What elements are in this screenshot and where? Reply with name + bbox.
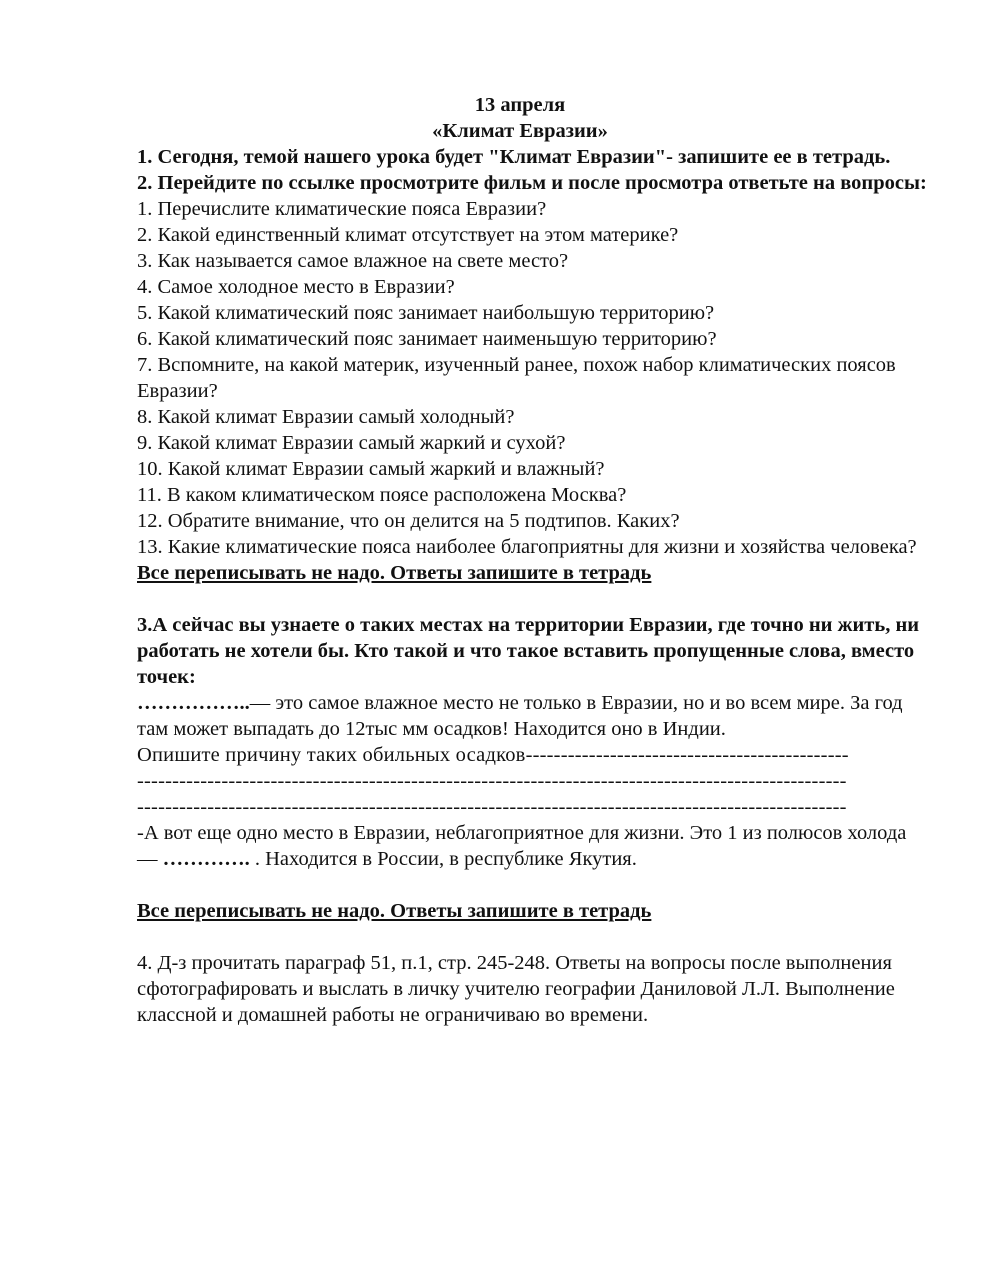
- answer-dash-line-2: -----------------------------------------------------------------------------------------------------: [137, 770, 847, 792]
- place-2-text-before: -А вот еще одно место в Евразии, неблагоприятное для жизни. Это 1 из полюсов холода —: [137, 822, 907, 870]
- place-2-paragraph: [137, 820, 927, 872]
- task-3: 3.А сейчас вы узнаете о таких местах на территории Евразии, где точно ни жить, ни работать не хотели бы. Кто такой и что такое вставить пропущенные слова, вместо точек:: [137, 614, 920, 688]
- question-13: 13. Какие климатические пояса наиболее благоприятны для жизни и хозяйства человека?: [137, 536, 917, 558]
- task-4-homework: 4. Д-з прочитать параграф 51, п.1, стр. 245-248. Ответы на вопросы после выполнения сфотографировать и выслать в личку учителю географии Даниловой Л.Л. Выполнение классной и домашней работы не ограничиваю во времени.: [137, 952, 895, 1026]
- spacer: [137, 924, 927, 950]
- question-10: 10. Какой климат Евразии самый жаркий и влажный?: [137, 458, 605, 480]
- question-9: 9. Какой климат Евразии самый жаркий и сухой?: [137, 432, 566, 454]
- place-2-blank: ………….: [162, 848, 250, 870]
- date-heading: 13 апреля: [474, 94, 566, 116]
- question-6: 6. Какой климатический пояс занимает наименьшую территорию?: [137, 328, 717, 350]
- place-1-text: — это самое влажное место не только в Евразии, но и во всем мире. За год там может выпадать до 12тыс мм осадков! Находится оно в Индии.: [137, 692, 903, 740]
- place-1-prompt-line: [137, 742, 917, 768]
- note-rewrite-1: Все переписывать не надо. Ответы запишите в тетрадь: [137, 562, 652, 584]
- place-1-prompt: Опишите причину таких обильных осадков: [137, 744, 526, 766]
- lesson-title: «Климат Евразии»: [432, 120, 608, 142]
- spacer: [137, 586, 927, 612]
- note-rewrite-2: Все переписывать не надо. Ответы запишите в тетрадь: [137, 900, 652, 922]
- question-8: 8. Какой климат Евразии самый холодный?: [137, 406, 515, 428]
- task-1: 1. Сегодня, темой нашего урока будет "Климат Евразии"- запишите ее в тетрадь.: [137, 146, 891, 168]
- answer-dash-line-1: ----------------------------------------------: [525, 744, 849, 766]
- spacer: [137, 872, 927, 898]
- place-1-paragraph: [137, 690, 927, 742]
- question-5: 5. Какой климатический пояс занимает наибольшую территорию?: [137, 302, 715, 324]
- place-2-text-after: . Находится в России, в республике Якутия.: [249, 848, 637, 870]
- question-4: 4. Самое холодное место в Евразии?: [137, 276, 455, 298]
- question-11: 11. В каком климатическом поясе расположена Москва?: [137, 484, 627, 506]
- document-page: [137, 92, 927, 1028]
- question-2: 2. Какой единственный климат отсутствует на этом материке?: [137, 224, 679, 246]
- question-12: 12. Обратите внимание, что он делится на 5 подтипов. Каких?: [137, 510, 680, 532]
- question-3: 3. Как называется самое влажное на свете место?: [137, 250, 569, 272]
- question-7: 7. Вспомните, на какой материк, изученный ранее, похож набор климатических поясов Евразии?: [137, 354, 896, 402]
- question-1: 1. Перечислите климатические пояса Евразии?: [137, 198, 547, 220]
- place-1-blank: ……………..: [137, 692, 250, 714]
- task-2: 2. Перейдите по ссылке просмотрите фильм и после просмотра ответьте на вопросы:: [137, 172, 927, 194]
- answer-dash-line-3: -----------------------------------------------------------------------------------------------------: [137, 796, 847, 818]
